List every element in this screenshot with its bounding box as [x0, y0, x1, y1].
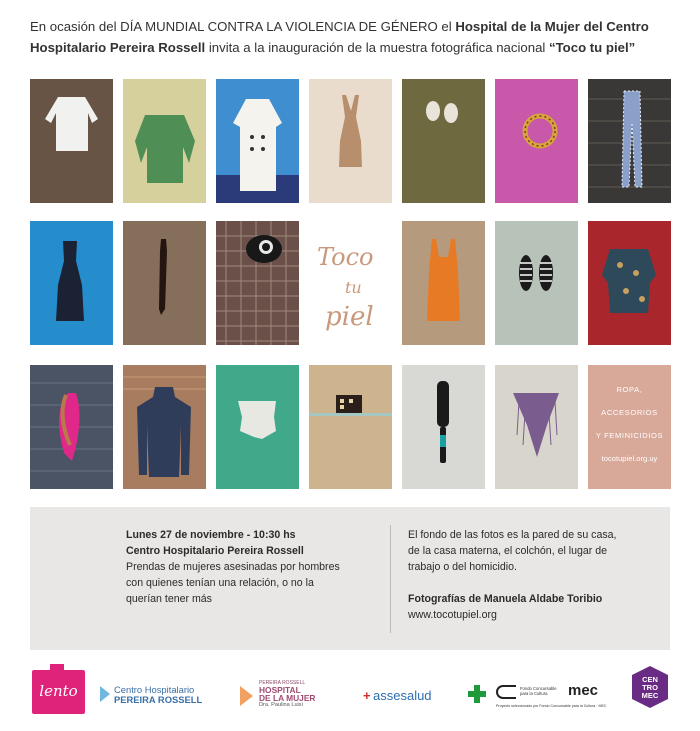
header-hospital-name-cont: Hospitalario Pereira Rossell [30, 40, 206, 55]
asse-logo [363, 688, 453, 704]
title-tile [309, 221, 392, 345]
photo-shoes [402, 79, 485, 203]
photo-shelf-object [309, 365, 392, 489]
info-divider [390, 525, 391, 633]
event-details [126, 527, 376, 607]
hm-line1: HOSPITAL [259, 685, 301, 695]
asse-plus-icon: + [363, 688, 371, 703]
photo-bracelet [495, 79, 578, 203]
promo-ropa: ROPA, [616, 385, 643, 394]
mec-text: mec [568, 682, 599, 699]
lento-logo-text: lento [39, 682, 78, 700]
pr-line2: PEREIRA ROSSELL [114, 694, 203, 705]
photo-lace-shawl [495, 365, 578, 489]
photo-black-bag [216, 221, 299, 345]
hospital-mujer-logo [240, 680, 352, 708]
header-intro-text: En ocasión del DÍA MUNDIAL CONTRA LA VIOLENCIA DE GÉNERO el [30, 19, 456, 34]
photo-grid [30, 79, 670, 489]
context-line2: de la casa materna, el colchón, el lugar de [408, 545, 608, 557]
photo-white-top [216, 365, 299, 489]
lento-logo [32, 670, 85, 714]
event-desc-line3: querían tener más [126, 593, 212, 605]
title-tu: tu [345, 278, 362, 297]
fondo-mec-logo [496, 682, 608, 712]
title-piel: piel [325, 302, 374, 332]
title-toco: Toco [317, 243, 374, 271]
centro-line2: TRO [642, 683, 658, 692]
event-date: Lunes 27 de noviembre - 10:30 hs [126, 529, 296, 541]
event-venue: Centro Hospitalario Pereira Rossell [126, 545, 304, 557]
fondo-caption: Proyecto seleccionado por Fondo Concursable para la Cultura · MEC [496, 704, 607, 708]
centro-line3: MEC [641, 691, 659, 700]
event-desc-line1: Prendas de mujeres asesinadas por hombres [126, 561, 340, 573]
fondo-small: Fondo Concursable para la Cultura [520, 686, 557, 696]
hm-small: PEREIRA ROSSELL [259, 680, 306, 686]
photo-white-coat [216, 79, 299, 203]
photo-patterned-blouse [588, 221, 671, 345]
promo-accesorios: ACCESORIOS [601, 408, 658, 417]
photo-credit: Fotografías de Manuela Aldabe Toribio [408, 593, 603, 605]
photo-green-jacket [123, 79, 206, 203]
photo-patterned-pants [588, 79, 671, 203]
photo-pink-scarf [30, 365, 113, 489]
photo-orange-top [402, 221, 485, 345]
photo-navy-sweater [123, 365, 206, 489]
event-context [408, 527, 658, 623]
event-info-box [30, 507, 670, 650]
centro-mec-logo [632, 666, 668, 708]
event-desc-line2: con quienes tenían una relación, o no la [126, 577, 314, 589]
context-line1: El fondo de las fotos es la pared de su casa, [408, 529, 617, 541]
hm-line3: Dra. Paulina Luisi [259, 702, 303, 708]
context-line3: trabajo o del homicidio. [408, 561, 517, 573]
fondo-mark-icon [496, 685, 516, 699]
photo-silk-top [309, 79, 392, 203]
promo-feminicidios: Y FEMINICIDIOS [595, 431, 664, 440]
photo-striped-shoes [495, 221, 578, 345]
photo-hairbrush [402, 365, 485, 489]
pr-mark-icon [100, 686, 110, 702]
invitation-header [30, 16, 675, 58]
asse-text: assesalud [373, 688, 432, 703]
pereira-rossell-logo [100, 684, 212, 704]
green-cross-icon [468, 685, 486, 703]
hm-line2: DE LA MUJER [259, 693, 316, 703]
centro-line1: CEN [642, 675, 658, 684]
hm-mark-icon [240, 686, 253, 706]
promo-url[interactable]: tocotupiel.org.uy [601, 454, 658, 463]
exhibit-url[interactable]: www.tocotupiel.org [408, 609, 497, 621]
header-invite-text: invita a la inauguración de la muestra fotográfica nacional [205, 40, 550, 55]
pr-line1: Centro Hospitalario [114, 684, 195, 695]
promo-tile [588, 365, 671, 489]
photo-black-dress [30, 221, 113, 345]
header-exhibit-name: “Toco tu piel” [549, 40, 636, 55]
header-hospital-name: Hospital de la Mujer del Centro [455, 19, 649, 34]
photo-white-shirt [30, 79, 113, 203]
photo-tie [123, 221, 206, 345]
sponsor-logos [0, 658, 700, 731]
